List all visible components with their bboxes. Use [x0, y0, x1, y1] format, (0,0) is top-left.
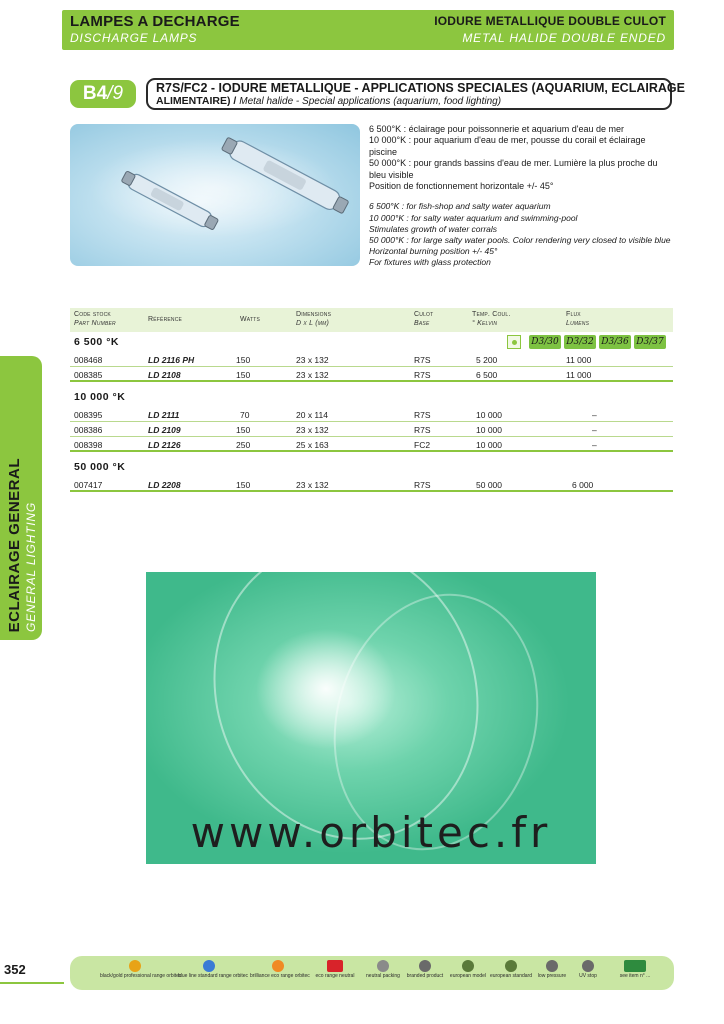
- desc-fr-3: 50 000°K : pour grands bassins d'eau de mer. Lumière la plus proche du bleu visible: [369, 158, 658, 180]
- section-title-box: [146, 78, 685, 110]
- website-url[interactable]: www.orbitec.fr: [190, 808, 552, 857]
- side-tab-title: ECLAIRAGE GENERAL: [6, 457, 23, 632]
- cell-code: 008385: [74, 370, 103, 380]
- cell-ref: LD 2109: [148, 425, 181, 435]
- legend-item: black/gold professional range orbitec: [100, 960, 170, 979]
- desc-en-6: For fixtures with glass protection: [369, 257, 491, 268]
- side-tab[interactable]: [0, 356, 42, 640]
- lamp-socket-icon: [507, 335, 521, 349]
- section-title-line2: [156, 95, 662, 108]
- cell-flux: –: [592, 440, 597, 450]
- table-row[interactable]: [70, 369, 673, 382]
- desc-en-5: Horizontal burning position +/- 45°: [369, 246, 498, 257]
- desc-fr-4: Position de fonctionnement horizontale +/- 45°: [369, 181, 554, 192]
- cell-watts: 150: [236, 480, 251, 490]
- header-right: [434, 13, 666, 46]
- section-code-badge: [70, 80, 136, 108]
- header-category-subtitle: DISCHARGE LAMPS: [70, 31, 198, 45]
- header-left: [70, 13, 240, 46]
- cell-temp: 50 000: [476, 480, 502, 490]
- page-header: [62, 10, 674, 50]
- desc-fr-2: 10 000°K : pour aquarium d'eau de mer, pousse du corail et éclairage piscine: [369, 135, 646, 157]
- cell-base: R7S: [414, 370, 431, 380]
- col-header-code: Code stock Part Number: [74, 311, 116, 327]
- table-row[interactable]: [70, 479, 673, 492]
- group-10000k: [70, 388, 673, 406]
- cell-dimensions: 23 x 132: [296, 355, 329, 365]
- fixture-tag[interactable]: D3/37: [634, 335, 666, 349]
- group-50000k: [70, 458, 673, 476]
- legend-item: eco range neutral: [312, 960, 358, 979]
- cell-flux: –: [592, 410, 597, 420]
- gold-circle-icon: [129, 960, 141, 972]
- page-number: 352: [4, 962, 26, 977]
- cell-watts: 150: [236, 370, 251, 380]
- cell-flux: 11 000: [566, 370, 592, 380]
- fixture-tag[interactable]: D3/36: [599, 335, 631, 349]
- cell-watts: 150: [236, 425, 251, 435]
- european-standard-icon: [505, 960, 517, 972]
- footer-legend: [70, 956, 674, 990]
- legend-item: european standard: [490, 960, 532, 979]
- product-description: [369, 124, 674, 269]
- cell-code: 008386: [74, 425, 103, 435]
- cell-ref: LD 2111: [148, 410, 180, 420]
- cell-code: 008395: [74, 410, 103, 420]
- fixture-tag[interactable]: D3/32: [564, 335, 596, 349]
- cell-temp: 6 500: [476, 370, 498, 380]
- cell-ref: LD 2126: [148, 440, 181, 450]
- legend-item: brilliance eco range orbitec: [250, 960, 306, 979]
- section-code-sub: /9: [107, 83, 124, 104]
- uv-stop-icon: [582, 960, 594, 972]
- desc-fr-1: 6 500°K : éclairage pour poissonnerie et aquarium d'eau de mer: [369, 124, 624, 134]
- col-header-ref: Référence: [148, 316, 183, 323]
- desc-en-4: 50 000°K : for large salty water pools. Color rendering very closed to visible blue: [369, 235, 671, 246]
- table-row[interactable]: [70, 354, 673, 367]
- cell-base: R7S: [414, 410, 431, 420]
- group-title: 6 500 °K: [74, 336, 119, 348]
- lamp-left: [120, 169, 219, 232]
- legend-item: branded product: [406, 960, 444, 979]
- cell-temp: 10 000: [476, 425, 502, 435]
- cell-ref: LD 2208: [148, 480, 181, 490]
- orbitec-advertisement[interactable]: [146, 572, 596, 864]
- low-pressure-icon: [546, 960, 558, 972]
- desc-en-1: 6 500°K : for fish-shop and salty water aquarium: [369, 201, 551, 212]
- page-number-rule: [0, 982, 64, 984]
- cell-flux: –: [592, 425, 597, 435]
- legend-item: european model: [448, 960, 488, 979]
- cell-temp: 10 000: [476, 440, 502, 450]
- section-title-english: Metal halide - Special applications (aquarium, food lighting): [239, 96, 502, 107]
- cell-dimensions: 23 x 132: [296, 425, 329, 435]
- side-tab-subtitle: GENERAL LIGHTING: [24, 502, 38, 632]
- group-title: 10 000 °K: [74, 391, 126, 403]
- legend-item: see item n° ...: [610, 960, 660, 979]
- cell-watts: 250: [236, 440, 251, 450]
- cell-base: FC2: [414, 440, 431, 450]
- col-header-base: Culot Base: [414, 311, 434, 327]
- desc-en-2: 10 000°K : for salty water aquarium and swimming-pool: [369, 212, 578, 223]
- cell-temp: 5 200: [476, 355, 498, 365]
- cell-code: 008468: [74, 355, 103, 365]
- section-title-line1: R7S/FC2 - IODURE METALLIQUE - APPLICATIONS SPECIALES (AQUARIUM, ECLAIRAGE: [156, 81, 685, 95]
- cell-code: 008398: [74, 440, 103, 450]
- table-header: [70, 308, 673, 332]
- cell-ref: LD 2116 PH: [148, 355, 195, 365]
- desc-en-3: Stimulates growth of water corrals: [369, 223, 498, 234]
- cell-base: R7S: [414, 355, 431, 365]
- legend-item: low pressure: [534, 960, 570, 979]
- legend-item: neutral packing: [364, 960, 402, 979]
- cell-watts: 70: [240, 410, 250, 420]
- cell-dimensions: 23 x 132: [296, 370, 329, 380]
- col-header-flux: Flux Lumens: [566, 311, 590, 327]
- header-category-title: LAMPES A DECHARGE: [70, 13, 240, 30]
- lamps-illustration: [70, 124, 360, 266]
- table-row[interactable]: [70, 439, 673, 452]
- cell-base: R7S: [414, 425, 431, 435]
- cell-flux: 11 000: [566, 355, 592, 365]
- legend-item: UV stop: [572, 960, 604, 979]
- col-header-watts: Watts: [240, 316, 261, 323]
- lamp-right: [220, 134, 350, 216]
- cell-base: R7S: [414, 480, 431, 490]
- cell-watts: 150: [236, 355, 251, 365]
- cell-dimensions: 23 x 132: [296, 480, 329, 490]
- group-6500k: [70, 333, 673, 351]
- cell-dimensions: 25 x 163: [296, 440, 329, 450]
- see-item-icon: [624, 960, 646, 972]
- blue-circle-icon: [203, 960, 215, 972]
- section-code: B4: [82, 83, 108, 104]
- cell-dimensions: 20 x 114: [296, 410, 328, 420]
- cell-ref: LD 2108: [148, 370, 181, 380]
- cell-code: 007417: [74, 480, 103, 490]
- group-title: 50 000 °K: [74, 461, 126, 473]
- eco-red-icon: [327, 960, 343, 972]
- cell-flux: 6 000: [572, 480, 594, 490]
- header-family-subtitle: METAL HALIDE DOUBLE ENDED: [462, 31, 666, 45]
- product-photo: [70, 124, 360, 266]
- orange-circle-icon: [272, 960, 284, 972]
- section-title-line2-bold: ALIMENTAIRE) /: [156, 95, 237, 107]
- neutral-packing-icon: [377, 960, 389, 972]
- table-row[interactable]: [70, 424, 673, 437]
- col-header-dimensions: Dimensions D x L (mm): [296, 311, 332, 327]
- header-family-title: IODURE METALLIQUE DOUBLE CULOT: [434, 14, 666, 28]
- table-row[interactable]: [70, 409, 673, 422]
- european-model-icon: [462, 960, 474, 972]
- legend-item: blue line standard range orbitec: [178, 960, 240, 979]
- cell-temp: 10 000: [476, 410, 502, 420]
- col-header-temp: Temp. Coul. ° Kelvin: [472, 311, 511, 327]
- fixture-tag[interactable]: D3/30: [529, 335, 561, 349]
- branded-product-icon: [419, 960, 431, 972]
